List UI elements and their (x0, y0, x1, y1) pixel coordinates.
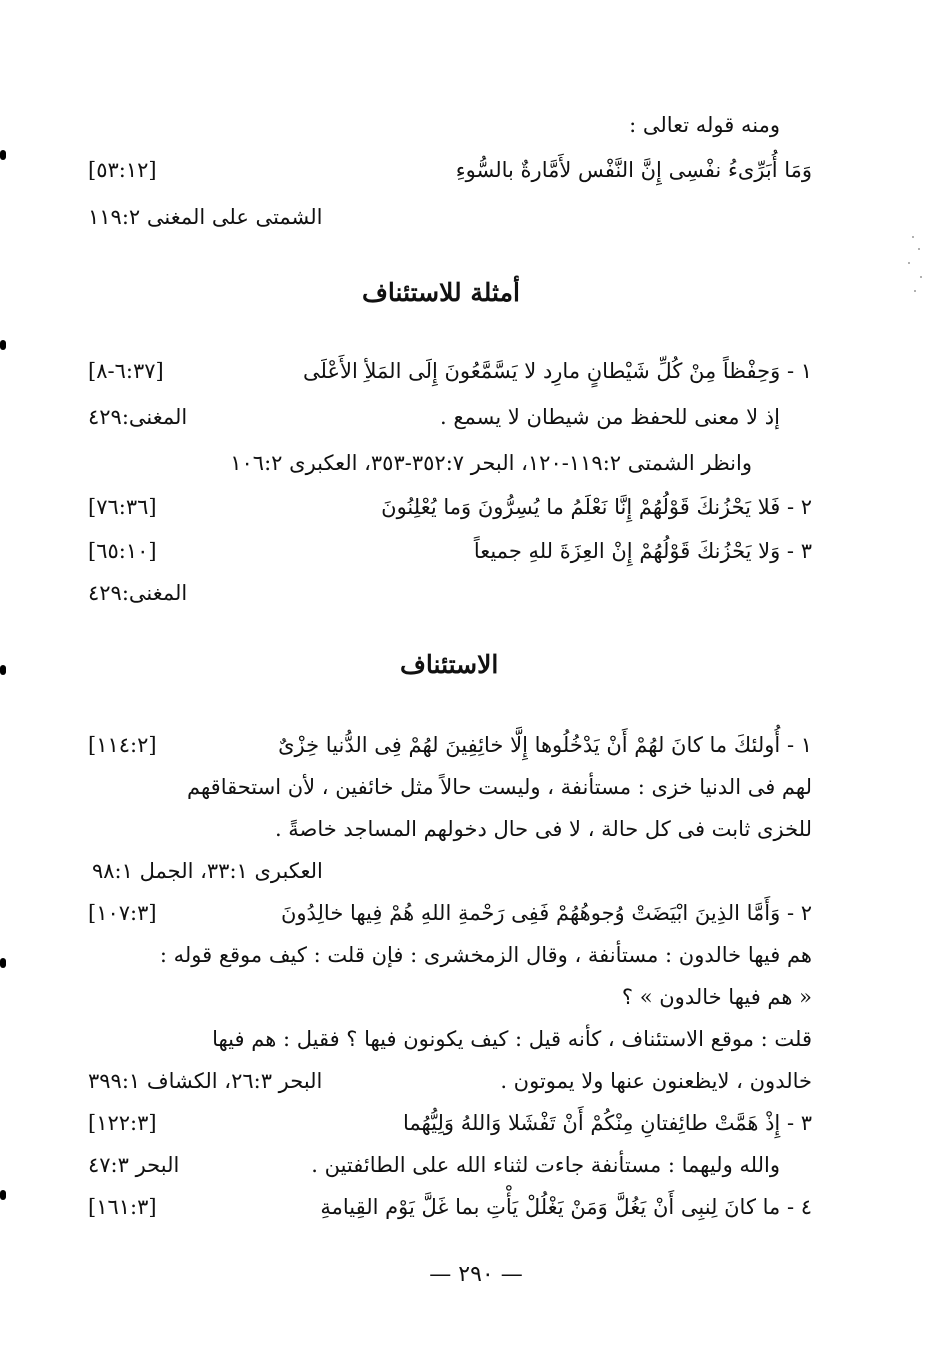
verse-reference: [١٠٧:٣] (88, 901, 157, 925)
explanation-line: هم فيها خالدون : مستأنفة ، وقال الزمخشرى : فإن قلت : كيف موقع قوله : (159, 943, 812, 967)
example-line: ١ - وَحِفْظاً مِنْ كُلِّ شَيْطانٍ مارِد لا يَسَّمَّعُونَ إِلَى المَلأِ الأَعْلَى (303, 359, 812, 383)
example-line: ٢ - وَأَمَّا الذِينَ ابْيَضَتْ وُجوهُهُمْ فَفِى رَحْمةِ اللهِ هُمْ فِيها خالِدُونَ (280, 901, 812, 925)
example-line: ٤ - ما كانَ لِنبِى أَنْ يَغُلَّ وَمَنْ يَغْلُلْ يَأْتِ بما غَلَّ يَوْم القِيامةِ (320, 1195, 812, 1219)
verse-reference: [٧٦:٣٦] (88, 495, 157, 519)
scan-speck (918, 248, 920, 250)
intro-verse: وَمَا أُبَرِّىءُ نفْسِى إِنَّ النَّفْس لأَمَّارةٌ بالسُّوءِ (455, 158, 812, 182)
source-citation: البحر ٤٧:٣ (88, 1153, 180, 1177)
explanation-line: لهم فى الدنيا خزى : مستأنفة ، وليست حالاً مثل خائفين ، لأن استحقاقهم (187, 775, 812, 799)
source-citation: الشمتى على المغنى ١١٩:٢ (88, 205, 323, 229)
example-line: ٢ - فَلا يَحْزُنكَ قَوْلُهُمْ إِنَّا نَعْلَمُ ما يُسِرُّونَ وَما يُعْلِنُونَ (381, 495, 812, 519)
source-citation: العكبرى ٣٣:١، الجمل ٩٨:١ (92, 859, 323, 883)
hole-mark (0, 665, 6, 675)
explanation-line: إذ لا معنى للحفظ من شيطان لا يسمع . (439, 405, 780, 429)
hole-mark (0, 958, 6, 968)
source-citation: وانظر الشمتى ١١٩:٢-١٢٠، البحر ٣٥٢:٧-٣٥٣، العكبرى ١٠٦:٢ (230, 451, 752, 475)
page-number: — ٢٩٠ — (429, 1262, 523, 1287)
scan-speck (912, 236, 914, 238)
scan-speck (908, 262, 910, 264)
explanation-line: « هم فيها خالدون » ؟ (621, 985, 812, 1009)
verse-reference: [١١٤:٢] (88, 733, 157, 757)
scan-speck (920, 276, 922, 278)
verse-reference: [٥٣:١٢] (88, 158, 157, 182)
verse-reference: [٦٥:١٠] (88, 539, 157, 563)
explanation-line: والله وليهما : مستأنفة جاءت لثناء الله على الطائفتين . (311, 1153, 780, 1177)
example-line: ١ - أُولئكَ ما كانَ لهُمْ أَنْ يَدْخُلُوها إِلَّا خائِفِينَ لهُمْ فِى الدُّنيا خِزْىٌ (278, 733, 812, 757)
source-citation: المغنى:٤٢٩ (88, 581, 188, 605)
section-heading: الاستئناف (400, 650, 499, 679)
source-citation: البحر ٢٦:٣، الكشاف ٣٩٩:١ (88, 1069, 323, 1093)
hole-mark (0, 340, 6, 350)
section-heading: أمثلة للاستئناف (362, 278, 520, 307)
verse-reference: [٦:٣٧-٨] (88, 359, 164, 383)
verse-reference: [١٦١:٣] (88, 1195, 157, 1219)
example-line: ٣ - وَلا يَحْزُنكَ قَوْلُهُمْ إِنْ العِزَةَ للهِ جميعاً (473, 539, 812, 563)
explanation-line: قلت : موقع الاستئناف ، كأنه قيل : كيف يكونون فيها ؟ فقيل : هم فيها (212, 1027, 812, 1051)
verse-reference: [١٢٢:٣] (88, 1111, 157, 1135)
hole-mark (0, 1190, 6, 1200)
explanation-line: خالدون ، لايظعنون عنها ولا يموتون . (500, 1069, 812, 1093)
source-citation: المغنى:٤٢٩ (88, 405, 188, 429)
explanation-line: للخزى ثابت فى كل حالة ، لا فى حال دخولهم المساجد خاصةً . (274, 817, 812, 841)
hole-mark (0, 150, 6, 160)
scan-speck (914, 290, 916, 292)
intro-line: ومنه قوله تعالى : (629, 113, 780, 137)
example-line: ٣ - إِذْ هَمَّتْ طائِفتانِ مِنْكُمْ أَنْ تَفْشَلا وَاللهُ وَلِيُّهُما (402, 1111, 812, 1135)
